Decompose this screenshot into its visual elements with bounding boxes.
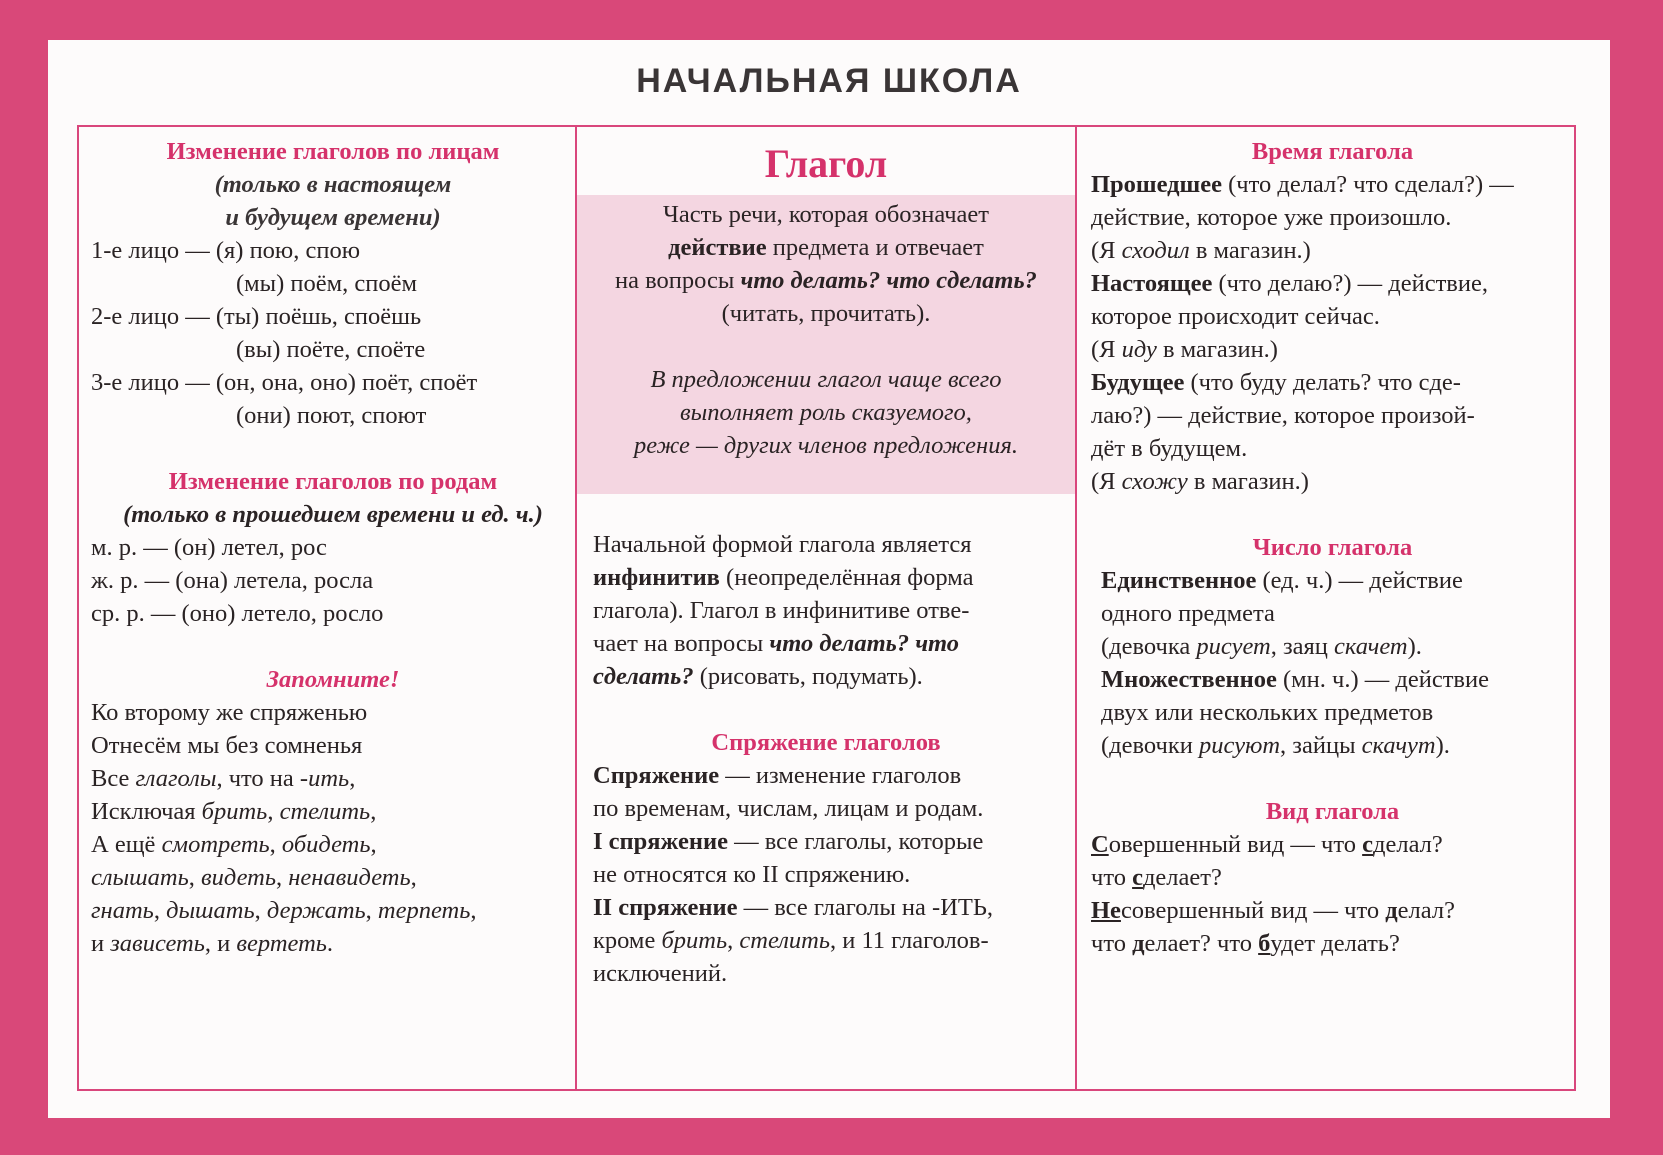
tense-line: Настоящее (что делаю?) — действие, [1091,270,1488,297]
aspect-line: Совершенный вид — что сделал? [1091,831,1443,858]
note-line: выполняет роль сказуемого, [680,399,972,426]
persons-line: 3-е лицо — (он, она, оно) поёт, споёт [91,369,478,396]
reference-card [48,40,1610,1118]
infinitive-line: Начальной формой глагола является [593,531,972,558]
tense-heading: Время глагола [1251,138,1414,165]
tense-line: Прошедшее (что делал? что сделал?) — [1091,171,1514,198]
definition-line: действие предмета и отвечает [668,234,984,261]
number-heading: Число глагола [1252,534,1413,561]
page-title: НАЧАЛЬНАЯ ШКОЛА [636,62,1022,100]
poem-line: Ко второму же спряженью [91,699,368,726]
conjugation-line: II спряжение — все глаголы на -ИТЬ, [593,894,994,921]
conjugation-line: по временам, числам, лицам и родам. [593,795,984,822]
poem-line: А ещё смотреть, обидеть, [91,831,377,858]
poem-line: Все глаголы, что на -ить, [91,765,356,792]
content-frame [77,125,1576,1091]
conjugation-line: кроме брить, стелить, и 11 глаголов- [593,927,989,954]
genders-line: ср. р. — (оно) летело, росло [91,600,384,627]
aspect-line: что сделает? [1091,864,1222,891]
number-line: (девочки рисуют, зайцы скачут). [1101,732,1450,759]
genders-line: ж. р. — (она) летела, росла [91,567,374,594]
conjugation-line: I спряжение — все глаголы, которые [593,828,984,855]
definition-line: Часть речи, которая обозначает [662,201,990,228]
infinitive-section [577,528,1075,693]
infinitive-line: чает на вопросы что делать? что [593,630,960,657]
aspect-section [1091,828,1574,960]
remember-heading: Запомните! [266,666,400,693]
aspect-heading: Вид глагола [1265,798,1400,825]
persons-line: (мы) поём, споём [236,270,418,297]
tense-line: (Я схожу в магазин.) [1091,468,1309,495]
conjugation-line: Спряжение — изменение глаголов [593,762,962,789]
column-persons-genders [79,127,575,1089]
persons-subheading-2: и будущем времени) [225,204,441,231]
aspect-line: что делает? что будет делать? [1091,930,1400,957]
number-line: (девочка рисует, заяц скачет). [1101,633,1422,660]
persons-line: 1-е лицо — (я) пою, спою [91,237,361,264]
column-verb-definition [575,127,1077,1089]
verb-title: Глагол [764,141,888,186]
number-line: Множественное (мн. ч.) — действие [1101,666,1489,693]
genders-heading: Изменение глаголов по родам [168,468,498,495]
tense-line: лаю?) — действие, которое произой- [1091,402,1475,429]
definition-box [577,195,1075,494]
number-line: двух или нескольких предметов [1101,699,1434,726]
poem-line: Исключая брить, стелить, [91,798,377,825]
tense-line: Будущее (что буду делать? что сде- [1091,369,1461,396]
conjugation-heading: Спряжение глаголов [711,729,941,756]
number-line: Единственное (ед. ч.) — действие [1101,567,1463,594]
infinitive-line: глагола). Глагол в инфинитиве отве- [593,597,970,624]
number-section [1091,564,1574,762]
aspect-line: Несовершенный вид — что делал? [1091,897,1455,924]
column-tense-number-aspect [1077,127,1574,1089]
note-line: В предложении глагол чаще всего [650,366,1002,393]
poem-line: Отнесём мы без сомненья [91,732,363,759]
persons-heading: Изменение глаголов по лицам [166,138,500,165]
persons-line: (вы) поёте, споёте [236,336,426,363]
note-line: реже — других членов предложения. [634,432,1018,459]
infinitive-line: инфинитив (неопределённая форма [593,564,974,591]
tense-line: действие, которое уже произошло. [1091,204,1452,231]
persons-line: 2-е лицо — (ты) поёшь, споёшь [91,303,422,330]
conjugation-section [577,759,1075,990]
genders-subheading: (только в прошедшем времени и ед. ч.) [123,501,543,528]
tense-line: (Я сходил в магазин.) [1091,237,1311,264]
tense-line: дёт в будущем. [1091,435,1248,462]
tense-line: (Я иду в магазин.) [1091,336,1278,363]
definition-line: (читать, прочитать). [721,300,931,327]
poem-line: слышать, видеть, ненавидеть, [91,864,417,891]
persons-subheading-1: (только в настоящем [214,171,452,198]
tense-line: которое происходит сейчас. [1091,303,1380,330]
conjugation-line: исключений. [593,960,728,987]
poem-line: и зависеть, и вертеть. [91,930,334,957]
persons-line: (они) поют, споют [236,402,427,429]
genders-line: м. р. — (он) летел, рос [91,534,327,561]
number-line: одного предмета [1101,600,1275,627]
definition-line: на вопросы что делать? что сделать? [615,267,1037,294]
infinitive-line: сделать? (рисовать, подумать). [593,663,923,690]
poem-line: гнать, дышать, держать, терпеть, [91,897,477,924]
conjugation-line: не относятся ко II спряжению. [593,861,911,888]
